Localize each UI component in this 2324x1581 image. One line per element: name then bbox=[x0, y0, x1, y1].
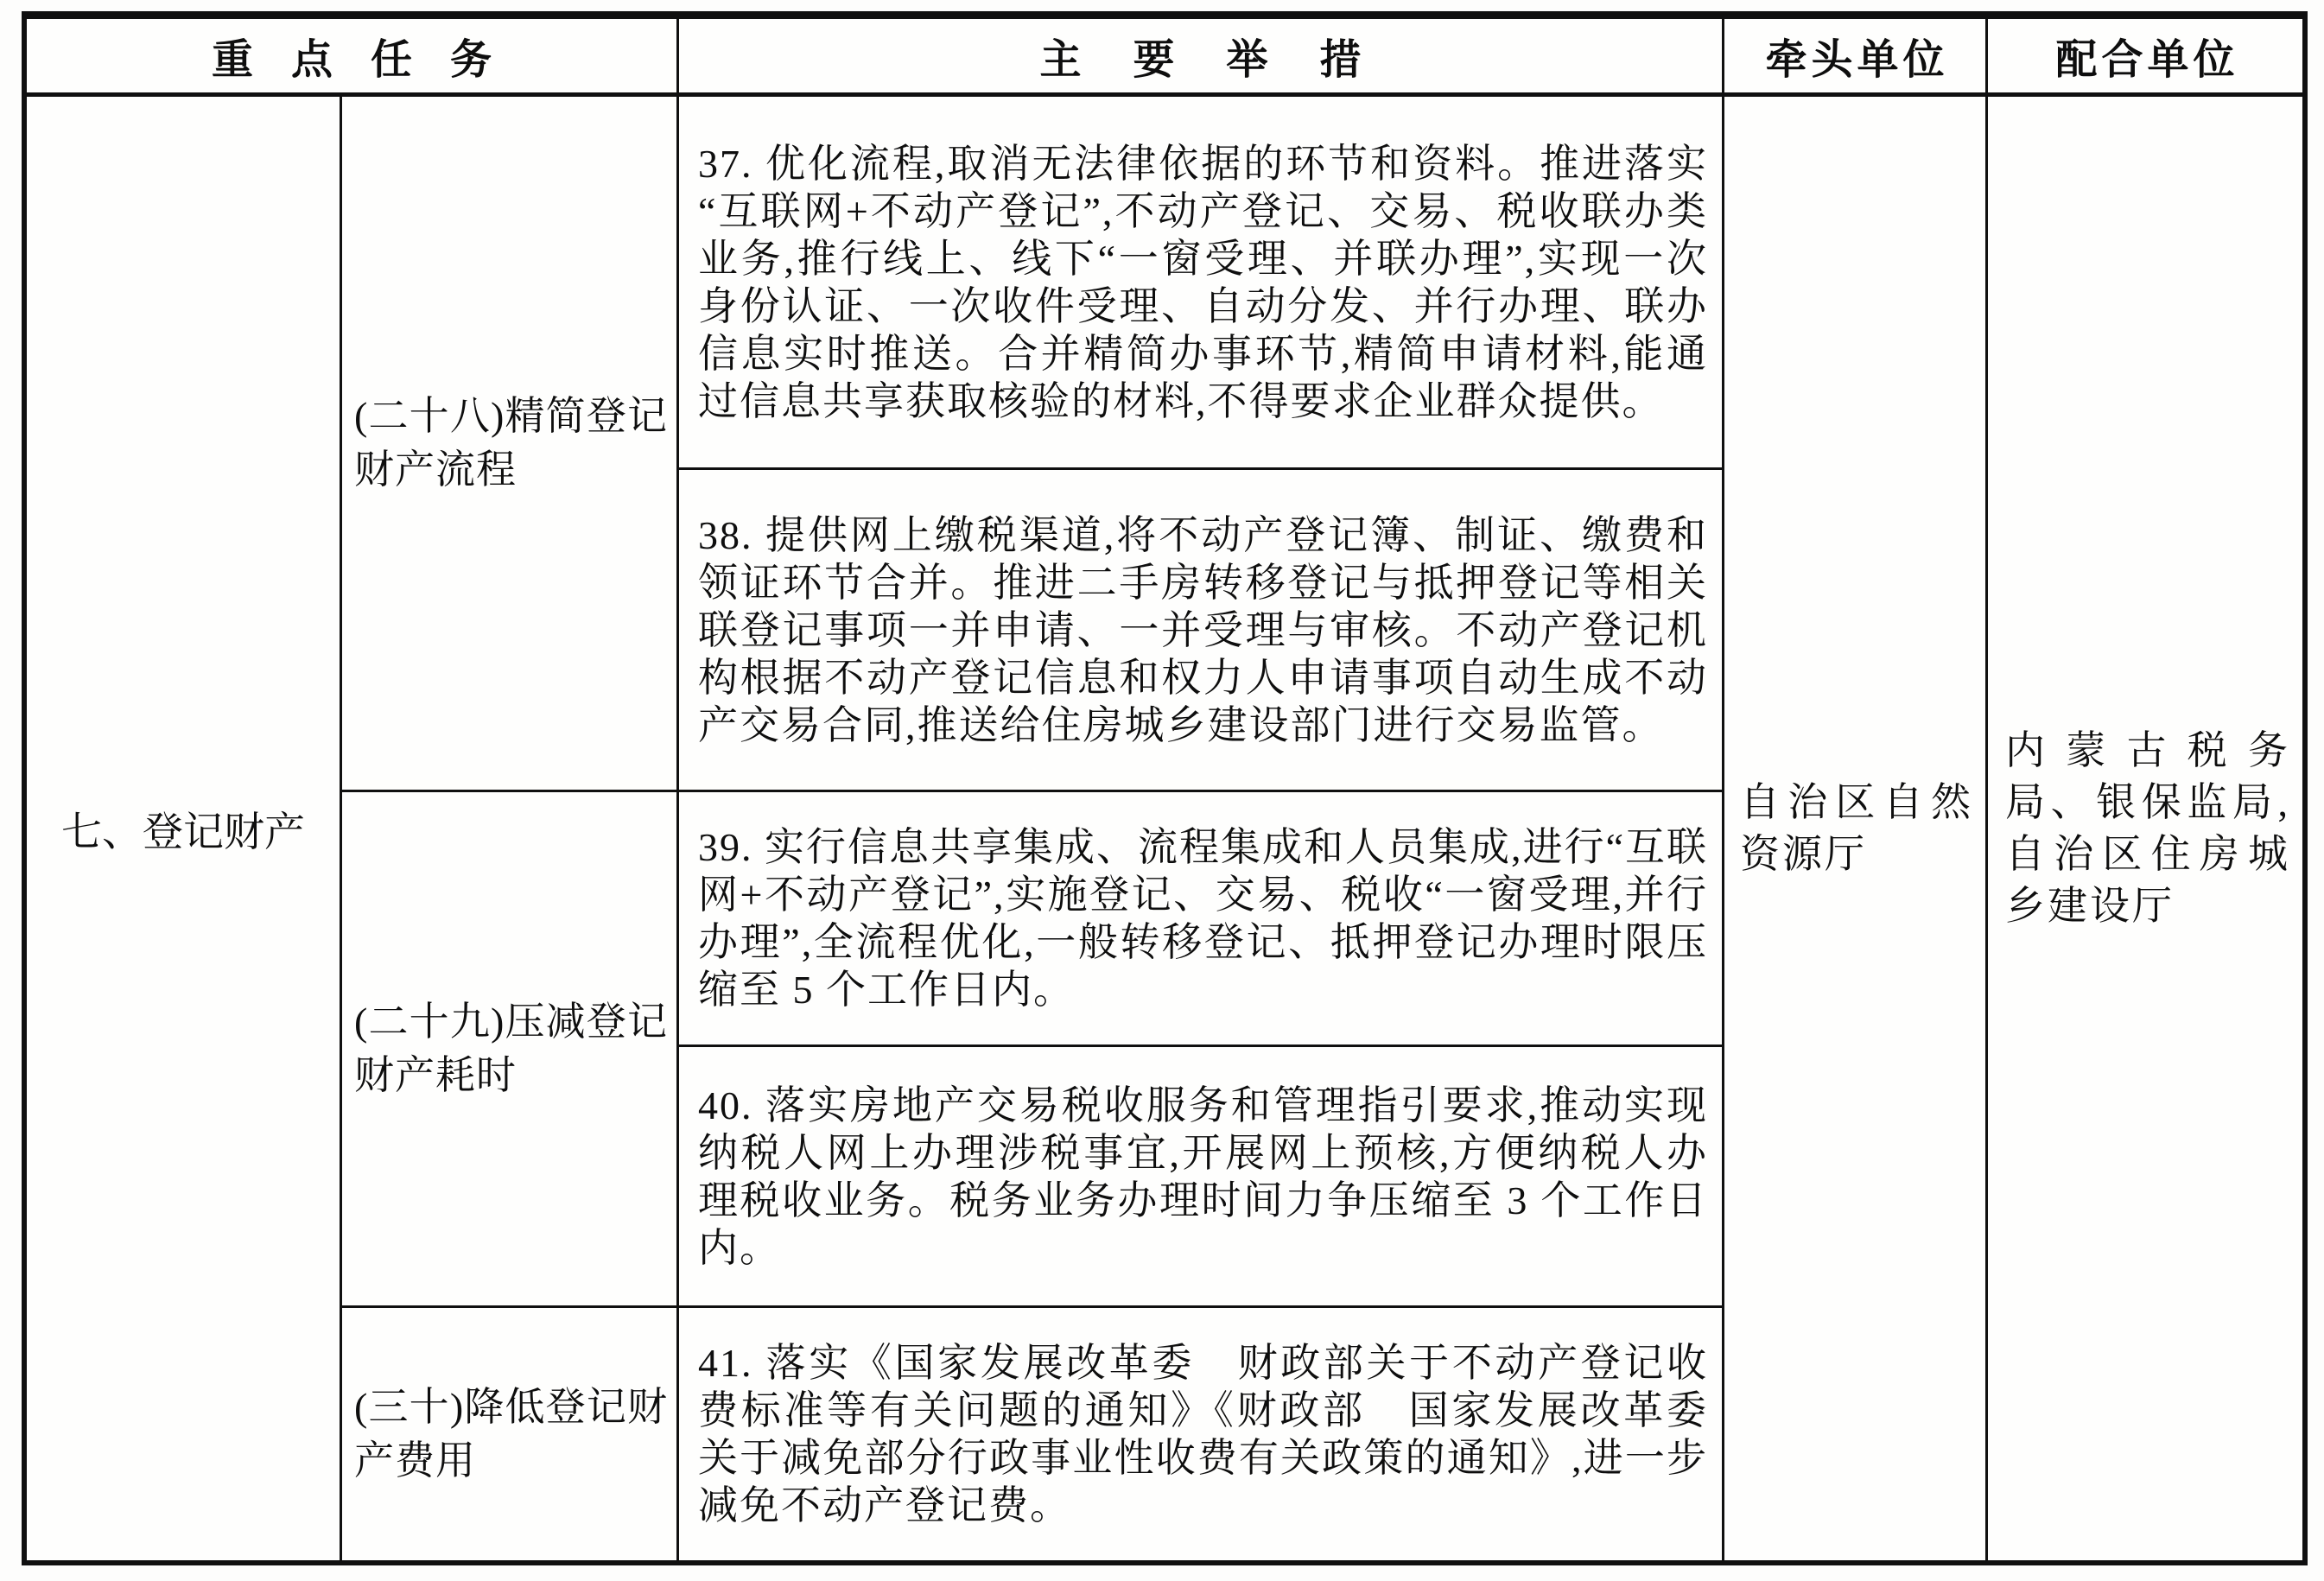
task-group-label: 七、登记财产 bbox=[61, 810, 305, 855]
header-main-measures bbox=[679, 19, 1724, 92]
header-support-unit bbox=[1988, 19, 2302, 92]
measure-40-text: 40. 落实房地产交易税收服务和管理指引要求,推动实现纳税人网上办理涉税事宜,开展网上预核,方便纳税人办理税收业务。税务业务办理时间力争压缩至 3 个工作日内。 bbox=[698, 1083, 1708, 1270]
header-lead-unit bbox=[1724, 19, 1988, 92]
task-group-cell bbox=[27, 97, 342, 1560]
subtask-28-label: (二十八)精简登记财产流程 bbox=[354, 394, 668, 492]
lead-unit-value: 自治区自然资源厅 bbox=[1740, 780, 1973, 876]
measure-cell-37 bbox=[679, 97, 1722, 470]
measure-37-text: 37. 优化流程,取消无法律依据的环节和资料。推进落实“互联网+不动产登记”,不动产登记、交易、税收联办类业务,推行线上、线下“一窗受理、并联办理”,实现一次身份认证、一次收件受理、自动分发、并行办理、联办信息实时推送。合并精简办事环节,精简申请材料,能通过信息共享获取核验的材料,不得要求企业群众提供。 bbox=[698, 141, 1708, 423]
measure-cell-41 bbox=[679, 1308, 1722, 1560]
lead-unit-cell bbox=[1724, 97, 1988, 1560]
subtask-29-label: (二十九)压减登记财产耗时 bbox=[354, 1000, 668, 1097]
subtask-cell-29 bbox=[342, 792, 676, 1308]
measure-38-text: 38. 提供网上缴税渠道,将不动产登记簿、制证、缴费和领证环节合并。推进二手房转移登记与抵押登记等相关联登记事项一并申请、一并受理与审核。不动产登记机构根据不动产登记信息和权力人申请事项自动生成不动产交易合同,推送给住房城乡建设部门进行交易监管。 bbox=[698, 512, 1708, 747]
table-body bbox=[27, 97, 2302, 1560]
header-lead-unit-label: 牵头单位 bbox=[1765, 37, 1949, 83]
support-unit-cell bbox=[1988, 97, 2302, 1560]
measure-41-text: 41. 落实《国家发展改革委 财政部关于不动产登记收费标准等有关问题的通知》《财政部 国家发展改革委关于减免部分行政事业性收费有关政策的通知》,进一步减免不动产登记费。 bbox=[698, 1341, 1708, 1527]
header-key-tasks bbox=[27, 19, 679, 92]
header-key-tasks-label: 重点任务 bbox=[211, 37, 530, 83]
measure-cell-38 bbox=[679, 470, 1722, 792]
measures-column bbox=[679, 97, 1724, 1560]
subtask-cell-30 bbox=[342, 1308, 676, 1560]
measure-39-text: 39. 实行信息共享集成、流程集成和人员集成,进行“互联网+不动产登记”,实施登记、交易、税收“一窗受理,并行办理”,全流程优化,一般转移登记、抵押登记办理时限压缩至 5 个工作日内。 bbox=[698, 825, 1708, 1012]
subtask-column bbox=[342, 97, 679, 1560]
task-assignment-table bbox=[22, 11, 2308, 1565]
header-main-measures-label: 主要举措 bbox=[1039, 37, 1413, 83]
header-support-unit-label: 配合单位 bbox=[2055, 37, 2239, 83]
support-unit-value: 内蒙古税务局、银保监局,自治区住房城乡建设厅 bbox=[2005, 728, 2290, 928]
measure-cell-39 bbox=[679, 792, 1722, 1047]
subtask-30-label: (三十)降低登记财产费用 bbox=[354, 1385, 668, 1483]
subtask-cell-28 bbox=[342, 97, 676, 792]
table-header-row bbox=[27, 19, 2302, 97]
measure-cell-40 bbox=[679, 1047, 1722, 1308]
